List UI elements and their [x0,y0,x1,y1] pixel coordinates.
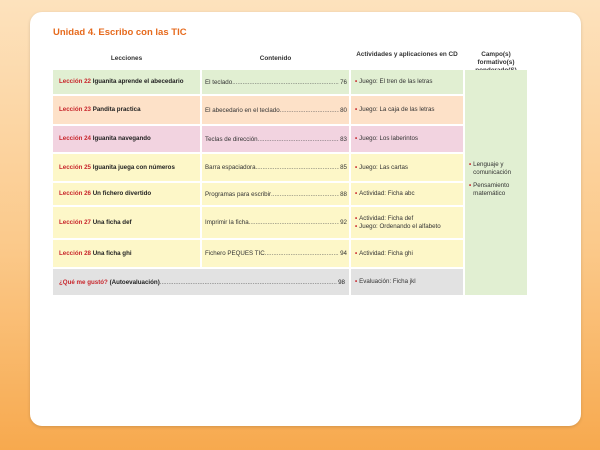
table-row [53,154,463,181]
content-page: 85 [340,164,347,171]
lesson-name: Iguanita aprende el abecedario [92,78,184,85]
header-content: Contenido [259,55,292,62]
field-cell [465,70,527,295]
autoeval-page: 98 [338,278,345,286]
unit-name: Escribo con las TIC [98,27,187,38]
activities-cell [351,207,463,238]
activity-item: • Juego: Las cartas [355,163,409,171]
content-cell [202,183,349,205]
activities-cell [351,96,463,124]
lesson-name: Iguanita navegando [92,135,151,142]
content-page: 94 [340,250,347,257]
lesson-number: Lección 26 [59,190,91,197]
content-cell [202,240,349,267]
lesson-cell [53,126,200,152]
table-row [53,240,463,267]
content-page: 88 [340,190,347,198]
content-cell [202,96,349,124]
activity-item: • Juego: Los laberintos [355,135,418,143]
autoeval-cell [53,269,349,295]
lesson-number: Lección 23 [59,106,91,113]
header-lessons: Lecciones [110,55,143,62]
lesson-cell [53,96,200,124]
autoeval-activity-cell: • Evaluación: Ficha jkl [351,269,463,295]
lesson-number: Lección 24 [59,135,91,142]
activity-item: • Actividad: Ficha abc [355,190,415,198]
table-row [53,96,463,124]
activity-item: • Juego: La caja de las letras [355,106,435,114]
field-item: • Lenguaje y comunicación [469,161,512,176]
activity-item: • Actividad: Ficha def [355,215,414,222]
content-cell [202,154,349,181]
lesson-number: Lección 22 [59,78,91,85]
lesson-name: Iguanita juega con números [92,163,175,171]
lesson-number: Lección 28 [59,249,91,257]
autoeval-label: ¿Qué me gustó? [59,278,108,286]
lesson-title [59,135,151,143]
content-text: Fichero PEQUES TIC [205,250,265,257]
content-cell [202,126,349,152]
content-cell [202,207,349,238]
field-item: • Pensamiento matemático [469,182,510,197]
lesson-cell [53,183,200,205]
autoeval-suffix: (Autoevaluación) [109,278,160,286]
unit-title [53,27,187,38]
lesson-title [59,219,132,227]
activity-item: • Actividad: Ficha ghi [355,249,413,257]
lesson-title [59,164,175,172]
lesson-title [59,250,132,258]
content-page: 83 [340,135,347,143]
lesson-title [59,190,151,198]
lesson-title [59,78,184,86]
lesson-cell [53,70,200,94]
activities-cell [351,154,463,181]
content-page: 80 [340,106,347,114]
activity-item: • Juego: El tren de las letras [355,78,433,86]
lesson-title [59,106,141,114]
lesson-name: Una ficha ghi [92,249,132,257]
content-text: El abecedario en el teclado [205,106,280,114]
lesson-cell [53,240,200,267]
content-text: El teclado [205,78,233,86]
content-text: Programas para escribir [205,190,272,198]
table-row [53,70,463,94]
lesson-name: Un fichero divertido [92,190,152,197]
header-field: Campo(s) formativo(s) [477,51,515,66]
lesson-number: Lección 27 [59,218,91,226]
autoeval-activity: Evaluación: Ficha jkl [359,278,416,286]
content-text: Barra espaciadora [205,164,256,171]
lesson-name: Pandita practica [92,106,141,113]
table-row [53,183,463,205]
activities-cell [351,240,463,267]
activities-cell [351,183,463,205]
content-page: 76 [340,78,347,86]
lesson-number: Lección 25 [59,163,91,171]
activity-item: • Juego: Ordenando el alfabeto [355,222,441,230]
header-activities: Actividades y aplicaciones en CD [356,51,458,58]
content-cell [202,70,349,94]
table-row [53,207,463,238]
lesson-name: Una ficha def [92,218,132,226]
activities-cell [351,126,463,152]
lesson-cell [53,207,200,238]
table-row [53,126,463,152]
unit-number: Unidad 4. [53,27,96,38]
activities-cell [351,70,463,94]
content-page: 92 [340,219,347,226]
lesson-cell [53,154,200,181]
content-text: Imprimir la ficha [205,219,249,226]
content-text: Teclas de dirección [205,135,258,143]
